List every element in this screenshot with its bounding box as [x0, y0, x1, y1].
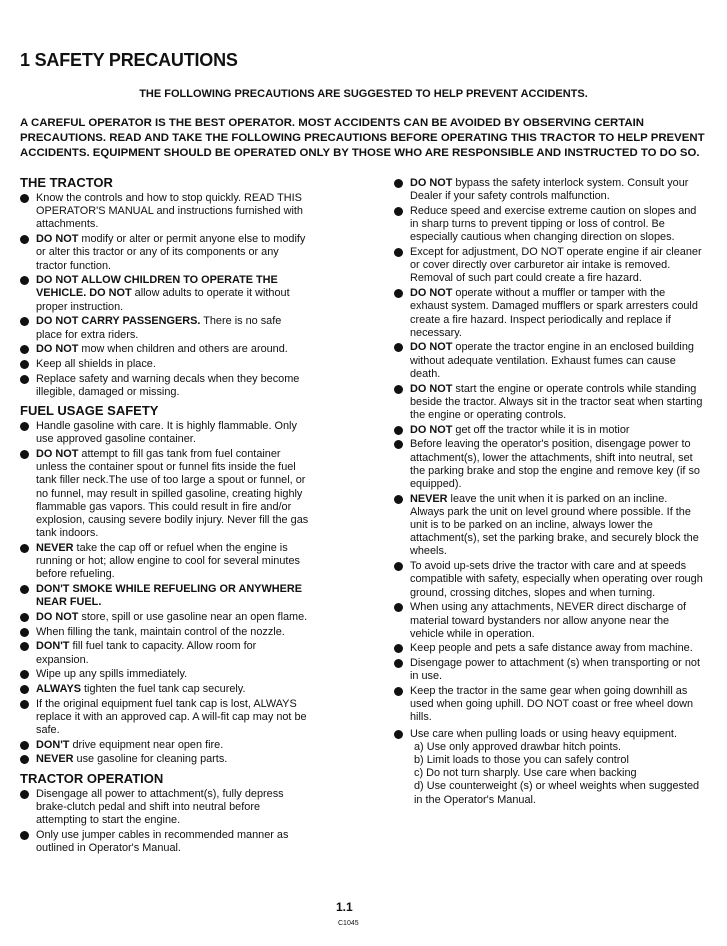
item-text: Replace safety and warning decals when they become illegible, damaged or missing.	[36, 372, 300, 398]
section-heading-operation: TRACTOR OPERATION	[20, 770, 164, 786]
sub-item: a) Use only approved drawbar hitch points.	[414, 740, 622, 753]
list-item	[20, 448, 310, 540]
item-text: Disengage power to attachment (s) when transporting or not in use.	[410, 657, 700, 683]
bullet-icon	[20, 613, 29, 622]
page-subtitle: THE FOLLOWING PRECAUTIONS ARE SUGGESTED TO HELP PREVENT ACCIDENTS.	[139, 88, 588, 100]
item-text: Only use jumper cables in recommended manner as outlined in Operator's Manual.	[36, 828, 289, 854]
bullet-icon	[20, 790, 29, 799]
list-item	[20, 698, 310, 738]
bullet-icon	[20, 235, 29, 244]
list-item	[20, 420, 310, 446]
list-item	[394, 438, 704, 491]
bullet-icon	[394, 426, 403, 435]
bullet-icon	[20, 642, 29, 651]
emphasis-text: DO NOT	[36, 343, 79, 356]
item-text: store, spill or use gasoline near an open flame.	[78, 610, 308, 623]
bullet-icon	[20, 375, 29, 384]
item-text: mow when children and others are around.	[78, 343, 288, 356]
intro-paragraph: A CAREFUL OPERATOR IS THE BEST OPERATOR. MOST ACCIDENTS CAN BE AVOIDED BY OBSERVING CERTAIN PRECAUTIONS. READ AND TAKE THE FOLLOWING PRECAUTIONS BEFORE OPERATING THIS TRACTOR TO HELP PREVENT ACCIDENTS. EQUIPMENT SHOULD BE OPERATED ONLY BY THOSE WHO ARE RESPONSIBLE AND INSTRUCTED TO DO SO.	[20, 117, 705, 159]
item-text: operate the tractor engine in an enclosed building without adequate ventilation. Exhaust fumes can cause death.	[410, 341, 694, 380]
item-text: Disengage all power to attachment(s), fully depress brake-clutch pedal and shift into neutral before attempting to start the engine.	[36, 787, 284, 827]
tractor-list	[20, 192, 310, 399]
bullet-icon	[20, 700, 29, 709]
emphasis-text: DO NOT	[410, 287, 453, 300]
list-item	[20, 315, 310, 341]
item-text: Use care when pulling loads or using heavy equipment.	[410, 727, 677, 740]
item-text: Except for adjustment, DO NOT operate engine if air cleaner or cover directly over carburetor air intake is removed. Removal of such part could create a fire hazard.	[410, 246, 702, 285]
emphasis-text: DO NOT ALLOW CHILDREN TO OPERATE THE VEHICLE. DO NOT	[36, 274, 278, 300]
item-text: get off the tractor while it is in motior	[452, 423, 630, 436]
list-item	[20, 753, 310, 766]
item-text: leave the unit when it is parked on an incline. Always park the unit on level ground where possible. If the unit is to be parked on an incline, always lower the attachment(s), set the parking brake, and securely block the wheels.	[410, 492, 699, 558]
item-text: There is no safe place for extra riders.	[36, 315, 282, 341]
bullet-icon	[394, 603, 403, 612]
bullet-icon	[20, 345, 29, 354]
emphasis-text: DO NOT	[410, 423, 453, 436]
bullet-icon	[394, 730, 403, 739]
item-text: fill fuel tank to capacity. Allow room for expansion.	[36, 640, 257, 666]
bullet-icon	[394, 687, 403, 696]
item-text: start the engine or operate controls while standing beside the tractor. Always sit in the tractor seat when starting the engine or operating controls.	[410, 382, 703, 421]
emphasis-text: NEVER	[410, 492, 448, 505]
bullet-icon	[20, 755, 29, 764]
emphasis-text: DO NOT	[36, 233, 79, 246]
item-text: To avoid up-sets drive the tractor with care and at speeds compatible with safety, especially when operating over rough ground, crossing ditches, slopes and when turning.	[410, 560, 703, 599]
list-item	[20, 829, 310, 855]
item-text: modify or alter or permit anyone else to modify or alter this tractor or any of its components or any tractor function.	[36, 233, 306, 272]
item-text: Handle gasoline with care. It is highly flammable. Only use approved gasoline container.	[36, 420, 297, 446]
emphasis-text: DO NOT	[410, 341, 453, 354]
item-text: Wipe up any spills immediately.	[36, 668, 188, 681]
item-text: Keep people and pets a safe distance away from machine.	[410, 642, 693, 655]
item-text: bypass the safety interlock system. Consult your Dealer if your safety controls malfunction.	[410, 177, 689, 203]
item-text: Reduce speed and exercise extreme caution on slopes and in sharp turns to prevent tipping or loss of control. Be especially cautious when changing direction on slopes.	[410, 204, 697, 244]
item-text: tighten the fuel tank cap securely.	[81, 682, 246, 695]
item-text: use gasoline for cleaning parts.	[73, 753, 228, 766]
list-item	[20, 626, 310, 639]
emphasis-text: NEVER	[36, 541, 74, 554]
list-item	[394, 246, 704, 286]
bullet-icon	[394, 289, 403, 298]
right-column	[394, 177, 704, 810]
bullet-icon	[20, 741, 29, 750]
bullet-icon	[20, 628, 29, 637]
sub-item: d) Use counterweight (s) or wheel weights when suggested in the Operator's Manual.	[414, 780, 700, 806]
bullet-icon	[394, 385, 403, 394]
left-column	[20, 174, 310, 858]
item-text: take the cap off or refuel when the engine is running or hot; allow engine to cool for several minutes before refueling.	[36, 541, 300, 581]
emphasis-text: DON'T SMOKE WHILE REFUELING OR ANYWHERE NEAR FUEL.	[36, 582, 302, 609]
bullet-icon	[20, 544, 29, 553]
list-item	[20, 542, 310, 582]
list-item	[20, 788, 310, 828]
emphasis-text: DO NOT CARRY PASSENGERS.	[36, 315, 201, 328]
bullet-icon	[20, 450, 29, 459]
bullet-icon	[20, 685, 29, 694]
list-item	[20, 192, 310, 232]
operation-list	[20, 788, 310, 856]
item-text: drive equipment near open fire.	[69, 738, 224, 751]
bullet-icon	[394, 562, 403, 571]
list-item	[20, 583, 310, 609]
heavy-list	[394, 728, 704, 807]
emphasis-text: DO NOT	[36, 610, 79, 623]
list-item	[20, 343, 310, 356]
sub-item: b) Limit loads to those you can safely control	[414, 754, 629, 767]
bullet-icon	[394, 495, 403, 504]
page-title: 1 SAFETY PRECAUTIONS	[20, 50, 238, 70]
bullet-icon	[20, 276, 29, 285]
bullet-icon	[20, 360, 29, 369]
item-text: operate without a muffler or tamper with the exhaust system. Damaged mufflers or spark arresters could create a fire hazard. Inspect periodically and replace if necessary.	[410, 287, 698, 339]
bullet-icon	[394, 440, 403, 449]
list-item	[20, 358, 310, 371]
list-item	[394, 493, 704, 559]
list-item	[20, 233, 310, 273]
bullet-icon	[20, 317, 29, 326]
fuel-list	[20, 420, 310, 767]
list-item	[394, 424, 704, 437]
list-item	[394, 657, 704, 683]
list-item	[20, 274, 310, 314]
right-list	[394, 177, 704, 725]
section-heading-fuel: FUEL USAGE SAFETY	[20, 403, 159, 419]
emphasis-text: DO NOT	[410, 177, 453, 189]
bullet-icon	[394, 179, 403, 188]
item-text: When filling the tank, maintain control of the nozzle.	[36, 625, 285, 638]
item-text: allow adults to operate it without proper instruction.	[36, 287, 290, 313]
item-text: Know the controls and how to stop quickly. READ THIS OPERATOR'S MANUAL and instructions furnished with attachments.	[36, 192, 303, 231]
item-text: If the original equipment fuel tank cap is lost, ALWAYS replace it with an approved cap. A will-fit cap may not be safe.	[36, 697, 307, 737]
bullet-icon	[20, 670, 29, 679]
document-code: C1045	[338, 920, 359, 927]
bullet-icon	[394, 343, 403, 352]
emphasis-text: DON'T	[36, 738, 70, 751]
list-item	[20, 640, 310, 666]
list-item	[20, 611, 310, 624]
emphasis-text: DON'T	[36, 640, 70, 653]
list-item	[20, 373, 310, 399]
list-item	[394, 383, 704, 423]
emphasis-text: DO NOT	[36, 447, 79, 460]
list-item	[20, 739, 310, 752]
bullet-icon	[394, 644, 403, 653]
bullet-icon	[394, 659, 403, 668]
list-item	[394, 205, 704, 245]
list-item	[394, 728, 704, 807]
page-number: 1.1	[336, 900, 353, 914]
emphasis-text: NEVER	[36, 753, 74, 766]
bullet-icon	[20, 422, 29, 431]
list-item	[394, 287, 704, 340]
bullet-icon	[20, 585, 29, 594]
emphasis-text: ALWAYS	[36, 682, 81, 695]
list-item	[394, 177, 704, 203]
item-text: When using any attachments, NEVER direct discharge of material toward bystanders nor allow anyone near the vehicle while in operation.	[410, 601, 687, 640]
list-item	[394, 601, 704, 641]
item-text: Before leaving the operator's position, disengage power to attachment(s), lower the attachments, shift into neutral, set the parking brake and stop the engine and remove key (if so equipped).	[410, 438, 700, 490]
bullet-icon	[20, 194, 29, 203]
bullet-icon	[394, 248, 403, 257]
list-item	[20, 683, 310, 696]
item-text: attempt to fill gas tank from fuel container unless the container spout or funnel fits inside the fuel tank filler neck.The use of too large a spout or funnel, or no funnel, may result in spilled gasoline, creating highly flammable gas vapors. This could result in fire and/or explosion, causing severe bodily injury. Never fill the gas tank indoors.	[36, 447, 309, 540]
item-text: Keep the tractor in the same gear when going downhill as used when going uphill. DO NOT coast or free wheel down hills.	[410, 685, 694, 724]
item-text: Keep all shields in place.	[36, 357, 156, 370]
list-item	[394, 685, 704, 725]
emphasis-text: DO NOT	[410, 382, 453, 395]
bullet-icon	[20, 831, 29, 840]
bullet-icon	[394, 207, 403, 216]
section-heading-tractor: THE TRACTOR	[20, 175, 113, 190]
list-item	[394, 642, 704, 655]
sub-item: c) Do not turn sharply. Use care when backing	[414, 767, 637, 780]
list-item	[394, 560, 704, 600]
list-item	[394, 341, 704, 381]
list-item	[20, 668, 310, 681]
